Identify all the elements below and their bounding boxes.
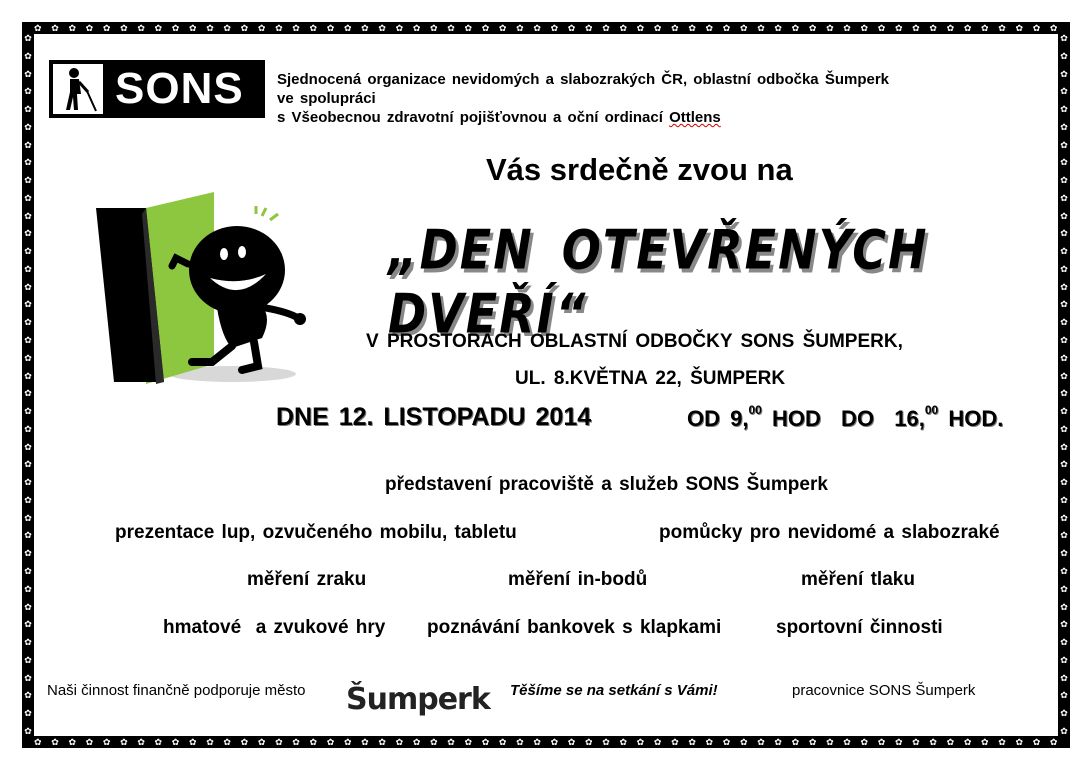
- border-ornament-icon: ✿: [722, 23, 731, 33]
- border-ornament-icon: ✿: [171, 23, 180, 33]
- footer-signature: pracovnice SONS Šumperk: [792, 682, 976, 699]
- org-line-2: ve spolupráci: [277, 90, 376, 107]
- border-ornament-icon: ✿: [877, 23, 886, 33]
- border-ornament-icon: ✿: [34, 23, 42, 33]
- border-ornament-icon: ✿: [860, 23, 869, 33]
- border-ornament-icon: ✿: [1060, 619, 1068, 630]
- sons-logo: [49, 60, 265, 118]
- activity-games: hmatové a zvukové hry: [163, 617, 386, 638]
- border-ornament-icon: ✿: [567, 737, 576, 747]
- border-ornament-icon: ✿: [24, 672, 32, 683]
- border-ornament-icon: ✿: [1060, 672, 1068, 683]
- border-ornament-icon: ✿: [585, 23, 593, 33]
- border-ornament-icon: ✿: [550, 737, 559, 747]
- border-ornament-icon: ✿: [533, 737, 541, 747]
- border-ornament-icon: ✿: [516, 737, 524, 747]
- border-ornament-icon: ✿: [464, 23, 473, 33]
- border-ornament-icon: ✿: [292, 737, 300, 747]
- border-ornament-icon: ✿: [894, 737, 903, 747]
- border-ornament-icon: ✿: [24, 50, 32, 61]
- border-ornament-icon: ✿: [24, 246, 32, 257]
- border-ornament-icon: ✿: [929, 23, 937, 33]
- border-ornament-icon: ✿: [361, 23, 369, 33]
- time-from-prefix: OD 9,: [687, 406, 749, 431]
- border-ornament-icon: ✿: [757, 737, 765, 747]
- border-ornament-icon: ✿: [481, 23, 490, 33]
- border-ornament-icon: ✿: [1060, 370, 1068, 381]
- border-ornament-icon: ✿: [550, 23, 559, 33]
- border-ornament-icon: ✿: [24, 34, 32, 43]
- border-ornament-icon: ✿: [326, 737, 335, 747]
- border-ornament-icon: ✿: [963, 23, 972, 33]
- sumperk-city-logo: Šumperk: [346, 682, 490, 717]
- border-ornament-right: [1058, 34, 1070, 736]
- border-ornament-icon: ✿: [1060, 725, 1068, 736]
- organization-header: [277, 70, 889, 127]
- border-ornament-icon: ✿: [24, 121, 32, 132]
- border-ornament-icon: ✿: [498, 737, 507, 747]
- border-ornament-icon: ✿: [1060, 246, 1068, 257]
- border-ornament-icon: ✿: [533, 23, 541, 33]
- border-ornament-icon: ✿: [1060, 263, 1068, 274]
- border-ornament-icon: ✿: [343, 23, 352, 33]
- border-ornament-icon: ✿: [24, 477, 32, 488]
- border-ornament-icon: ✿: [1060, 299, 1068, 310]
- border-ornament-icon: ✿: [843, 737, 851, 747]
- border-ornament-icon: ✿: [51, 737, 59, 747]
- border-ornament-icon: ✿: [24, 299, 32, 310]
- border-ornament-icon: ✿: [24, 370, 32, 381]
- border-ornament-icon: ✿: [257, 737, 266, 747]
- border-ornament-icon: ✿: [1060, 352, 1068, 363]
- border-ornament-icon: ✿: [395, 23, 404, 33]
- venue-line-1: V PROSTORÁCH OBLASTNÍ ODBOČKY SONS ŠUMPERK,: [366, 331, 903, 352]
- border-ornament-icon: ✿: [981, 23, 989, 33]
- border-ornament-icon: ✿: [946, 737, 955, 747]
- border-ornament-icon: ✿: [671, 23, 679, 33]
- border-ornament-icon: ✿: [154, 737, 163, 747]
- border-ornament-icon: ✿: [24, 157, 32, 168]
- border-ornament-icon: ✿: [24, 192, 32, 203]
- border-ornament-icon: ✿: [24, 281, 32, 292]
- border-ornament-icon: ✿: [430, 23, 438, 33]
- logo-wordmark: SONS: [115, 64, 244, 113]
- border-ornament-icon: ✿: [24, 228, 32, 239]
- border-ornament-icon: ✿: [24, 690, 32, 701]
- border-ornament-icon: ✿: [120, 23, 128, 33]
- border-ornament-icon: ✿: [171, 737, 180, 747]
- border-ornament-icon: ✿: [808, 737, 817, 747]
- border-ornament-icon: ✿: [791, 737, 800, 747]
- border-ornament-icon: ✿: [1060, 548, 1068, 559]
- border-ornament-icon: ✿: [791, 23, 800, 33]
- border-ornament-icon: ✿: [240, 23, 249, 33]
- footer-greeting: Těšíme se na setkání s Vámi!: [510, 682, 718, 699]
- border-ornament-icon: ✿: [24, 708, 32, 719]
- border-ornament-icon: ✿: [1060, 459, 1068, 470]
- border-ornament-icon: ✿: [24, 654, 32, 665]
- border-ornament-icon: ✿: [24, 317, 32, 328]
- border-ornament-icon: ✿: [447, 23, 455, 33]
- border-ornament-icon: ✿: [24, 86, 32, 97]
- border-ornament-icon: ✿: [1032, 737, 1041, 747]
- border-ornament-icon: ✿: [739, 737, 748, 747]
- border-ornament-icon: ✿: [275, 23, 283, 33]
- border-ornament-icon: ✿: [1060, 86, 1068, 97]
- border-ornament-icon: ✿: [912, 737, 920, 747]
- border-ornament-icon: ✿: [24, 210, 32, 221]
- border-ornament-icon: ✿: [1060, 68, 1068, 79]
- border-ornament-icon: ✿: [1060, 175, 1068, 186]
- activity-presentation-devices: prezentace lup, ozvučeného mobilu, tabletu: [115, 522, 517, 543]
- border-ornament-icon: ✿: [206, 23, 214, 33]
- border-ornament-icon: ✿: [85, 737, 94, 747]
- border-ornament-icon: ✿: [1049, 737, 1058, 747]
- border-ornament-icon: ✿: [1060, 139, 1068, 150]
- border-ornament-icon: ✿: [826, 737, 834, 747]
- border-ornament-icon: ✿: [154, 23, 163, 33]
- border-ornament-icon: ✿: [843, 23, 851, 33]
- border-ornament-icon: ✿: [24, 139, 32, 150]
- border-ornament-icon: ✿: [464, 737, 473, 747]
- border-ornament-icon: ✿: [1060, 157, 1068, 168]
- border-ornament-icon: ✿: [51, 23, 59, 33]
- border-ornament-icon: ✿: [24, 104, 32, 115]
- border-ornament-bottom: [34, 736, 1058, 748]
- border-ornament-icon: ✿: [24, 494, 32, 505]
- border-ornament-icon: ✿: [688, 737, 696, 747]
- border-ornament-icon: ✿: [946, 23, 955, 33]
- border-ornament-icon: ✿: [1060, 637, 1068, 648]
- org-partner-name: Ottlens: [669, 109, 721, 126]
- border-ornament-icon: ✿: [240, 737, 249, 747]
- org-line-3-prefix: s Všeobecnou zdravotní pojišťovnou a oční ordinací: [277, 109, 670, 126]
- activity-aids: pomůcky pro nevidomé a slabozraké: [659, 522, 1000, 543]
- border-ornament-icon: ✿: [1060, 228, 1068, 239]
- border-ornament-icon: ✿: [498, 23, 507, 33]
- activity-banknotes: poznávání bankovek s klapkami: [427, 617, 722, 638]
- border-ornament-icon: ✿: [24, 68, 32, 79]
- border-ornament-icon: ✿: [602, 737, 610, 747]
- border-ornament-icon: ✿: [24, 335, 32, 346]
- border-ornament-icon: ✿: [309, 23, 318, 33]
- border-ornament-icon: ✿: [24, 406, 32, 417]
- border-ornament-icon: ✿: [326, 23, 335, 33]
- border-ornament-icon: ✿: [412, 23, 421, 33]
- border-ornament-icon: ✿: [567, 23, 576, 33]
- border-ornament-icon: ✿: [1015, 737, 1024, 747]
- border-ornament-icon: ✿: [102, 23, 111, 33]
- border-ornament-icon: ✿: [24, 423, 32, 434]
- time-suffix: HOD.: [938, 406, 1004, 431]
- border-ornament-icon: ✿: [981, 737, 989, 747]
- border-ornament-icon: ✿: [137, 23, 145, 33]
- border-ornament-icon: ✿: [860, 737, 869, 747]
- border-ornament-icon: ✿: [1060, 104, 1068, 115]
- border-ornament-icon: ✿: [602, 23, 610, 33]
- org-line-1: Sjednocená organizace nevidomých a slabozrakých ČR, oblastní odbočka Šumperk: [277, 71, 890, 88]
- border-ornament-icon: ✿: [1060, 317, 1068, 328]
- border-ornament-icon: ✿: [1060, 654, 1068, 665]
- time-from-sup: 00: [748, 403, 762, 417]
- border-ornament-icon: ✿: [585, 737, 593, 747]
- border-ornament-icon: ✿: [481, 737, 490, 747]
- border-ornament-icon: ✿: [102, 737, 111, 747]
- border-ornament-icon: ✿: [757, 23, 765, 33]
- border-ornament-icon: ✿: [85, 23, 94, 33]
- event-time: [687, 403, 1004, 432]
- activity-presentation-workplace: představení pracoviště a služeb SONS Šumperk: [385, 474, 828, 495]
- border-ornament-icon: ✿: [24, 619, 32, 630]
- border-ornament-icon: ✿: [1060, 406, 1068, 417]
- border-ornament-icon: ✿: [1060, 565, 1068, 576]
- border-ornament-icon: ✿: [1060, 477, 1068, 488]
- border-ornament-icon: ✿: [722, 737, 731, 747]
- border-ornament-icon: ✿: [808, 23, 817, 33]
- border-ornament-icon: ✿: [1060, 34, 1068, 43]
- border-ornament-icon: ✿: [430, 737, 438, 747]
- activity-eyesight-measurement: měření zraku: [247, 569, 367, 590]
- border-ornament-icon: ✿: [619, 737, 627, 747]
- border-ornament-icon: ✿: [1032, 23, 1041, 33]
- border-ornament-icon: ✿: [378, 23, 386, 33]
- border-ornament-icon: ✿: [1060, 335, 1068, 346]
- border-ornament-icon: ✿: [774, 23, 782, 33]
- cartoon-open-door-illustration: [92, 188, 317, 388]
- border-ornament-icon: ✿: [894, 23, 903, 33]
- activity-sports: sportovní činnosti: [776, 617, 943, 638]
- border-ornament-icon: ✿: [929, 737, 937, 747]
- footer-support-text: Naši činnost finančně podporuje město: [47, 682, 306, 699]
- border-ornament-icon: ✿: [1049, 23, 1058, 33]
- border-ornament-icon: ✿: [34, 737, 42, 747]
- border-ornament-icon: ✿: [24, 263, 32, 274]
- border-ornament-icon: ✿: [1060, 530, 1068, 541]
- border-ornament-icon: ✿: [24, 388, 32, 399]
- border-ornament-icon: ✿: [912, 23, 920, 33]
- border-ornament-icon: ✿: [24, 175, 32, 186]
- border-ornament-icon: ✿: [1060, 494, 1068, 505]
- border-ornament-icon: ✿: [636, 737, 645, 747]
- border-ornament-icon: ✿: [24, 512, 32, 523]
- border-ornament-icon: ✿: [1060, 388, 1068, 399]
- border-ornament-icon: ✿: [671, 737, 679, 747]
- border-ornament-icon: ✿: [1060, 121, 1068, 132]
- border-ornament-icon: ✿: [309, 737, 318, 747]
- border-ornament-icon: ✿: [24, 441, 32, 452]
- border-ornament-icon: ✿: [774, 737, 782, 747]
- border-ornament-icon: ✿: [636, 23, 645, 33]
- border-ornament-icon: ✿: [516, 23, 524, 33]
- border-ornament-icon: ✿: [1060, 690, 1068, 701]
- border-ornament-icon: ✿: [1060, 210, 1068, 221]
- border-ornament-left: [22, 34, 34, 736]
- border-ornament-icon: ✿: [24, 352, 32, 363]
- border-ornament-icon: ✿: [1060, 441, 1068, 452]
- border-ornament-icon: ✿: [24, 459, 32, 470]
- border-ornament-icon: ✿: [1060, 192, 1068, 203]
- blind-person-with-cane-icon: [53, 64, 103, 114]
- event-title: „DEN OTEVŘENÝCH DVEŘÍ“: [388, 218, 929, 346]
- border-ornament-icon: ✿: [120, 737, 128, 747]
- border-ornament-icon: ✿: [24, 565, 32, 576]
- border-ornament-icon: ✿: [1060, 601, 1068, 612]
- border-ornament-icon: ✿: [1015, 23, 1024, 33]
- border-ornament-icon: ✿: [24, 548, 32, 559]
- venue-line-2: UL. 8.KVĚTNA 22, ŠUMPERK: [515, 368, 786, 389]
- event-date: DNE 12. LISTOPADU 2014: [276, 403, 592, 431]
- border-ornament-icon: ✿: [223, 23, 231, 33]
- org-line-3: [277, 108, 889, 127]
- border-ornament-icon: ✿: [275, 737, 283, 747]
- border-ornament-icon: ✿: [257, 23, 266, 33]
- border-ornament-icon: ✿: [206, 737, 214, 747]
- border-ornament-icon: ✿: [24, 637, 32, 648]
- border-ornament-icon: ✿: [412, 737, 421, 747]
- border-ornament-icon: ✿: [1060, 50, 1068, 61]
- border-ornament-icon: ✿: [1060, 423, 1068, 434]
- border-ornament-icon: ✿: [68, 737, 76, 747]
- border-ornament-icon: ✿: [223, 737, 231, 747]
- border-ornament-icon: ✿: [395, 737, 404, 747]
- time-to-sup: 00: [924, 403, 939, 417]
- border-ornament-icon: ✿: [1060, 708, 1068, 719]
- border-ornament-icon: ✿: [998, 737, 1006, 747]
- time-middle: HOD DO 16,: [761, 406, 925, 431]
- border-ornament-icon: ✿: [137, 737, 145, 747]
- border-ornament-icon: ✿: [292, 23, 300, 33]
- border-ornament-icon: ✿: [24, 725, 32, 736]
- border-ornament-icon: ✿: [705, 737, 714, 747]
- border-ornament-icon: ✿: [24, 530, 32, 541]
- invitation-heading: Vás srdečně zvou na: [486, 152, 793, 187]
- border-ornament-icon: ✿: [188, 23, 197, 33]
- border-ornament-icon: ✿: [739, 23, 748, 33]
- border-ornament-icon: ✿: [998, 23, 1006, 33]
- border-ornament-icon: ✿: [963, 737, 972, 747]
- border-ornament-icon: ✿: [343, 737, 352, 747]
- border-ornament-icon: ✿: [1060, 281, 1068, 292]
- border-ornament-icon: ✿: [1060, 512, 1068, 523]
- border-ornament-top: [34, 22, 1058, 34]
- border-ornament-icon: ✿: [653, 737, 662, 747]
- border-ornament-icon: ✿: [826, 23, 834, 33]
- activity-inbody-measurement: měření in-bodů: [508, 569, 648, 590]
- border-ornament-icon: ✿: [378, 737, 386, 747]
- border-ornament-icon: ✿: [619, 23, 627, 33]
- border-ornament-icon: ✿: [68, 23, 76, 33]
- border-ornament-icon: ✿: [877, 737, 886, 747]
- border-ornament-icon: ✿: [1060, 583, 1068, 594]
- border-ornament-icon: ✿: [24, 601, 32, 612]
- border-ornament-icon: ✿: [447, 737, 455, 747]
- activity-pressure-measurement: měření tlaku: [801, 569, 915, 590]
- border-ornament-icon: ✿: [361, 737, 369, 747]
- border-ornament-icon: ✿: [705, 23, 714, 33]
- border-ornament-icon: ✿: [24, 583, 32, 594]
- border-ornament-icon: ✿: [688, 23, 696, 33]
- border-ornament-icon: ✿: [188, 737, 197, 747]
- border-ornament-icon: ✿: [653, 23, 662, 33]
